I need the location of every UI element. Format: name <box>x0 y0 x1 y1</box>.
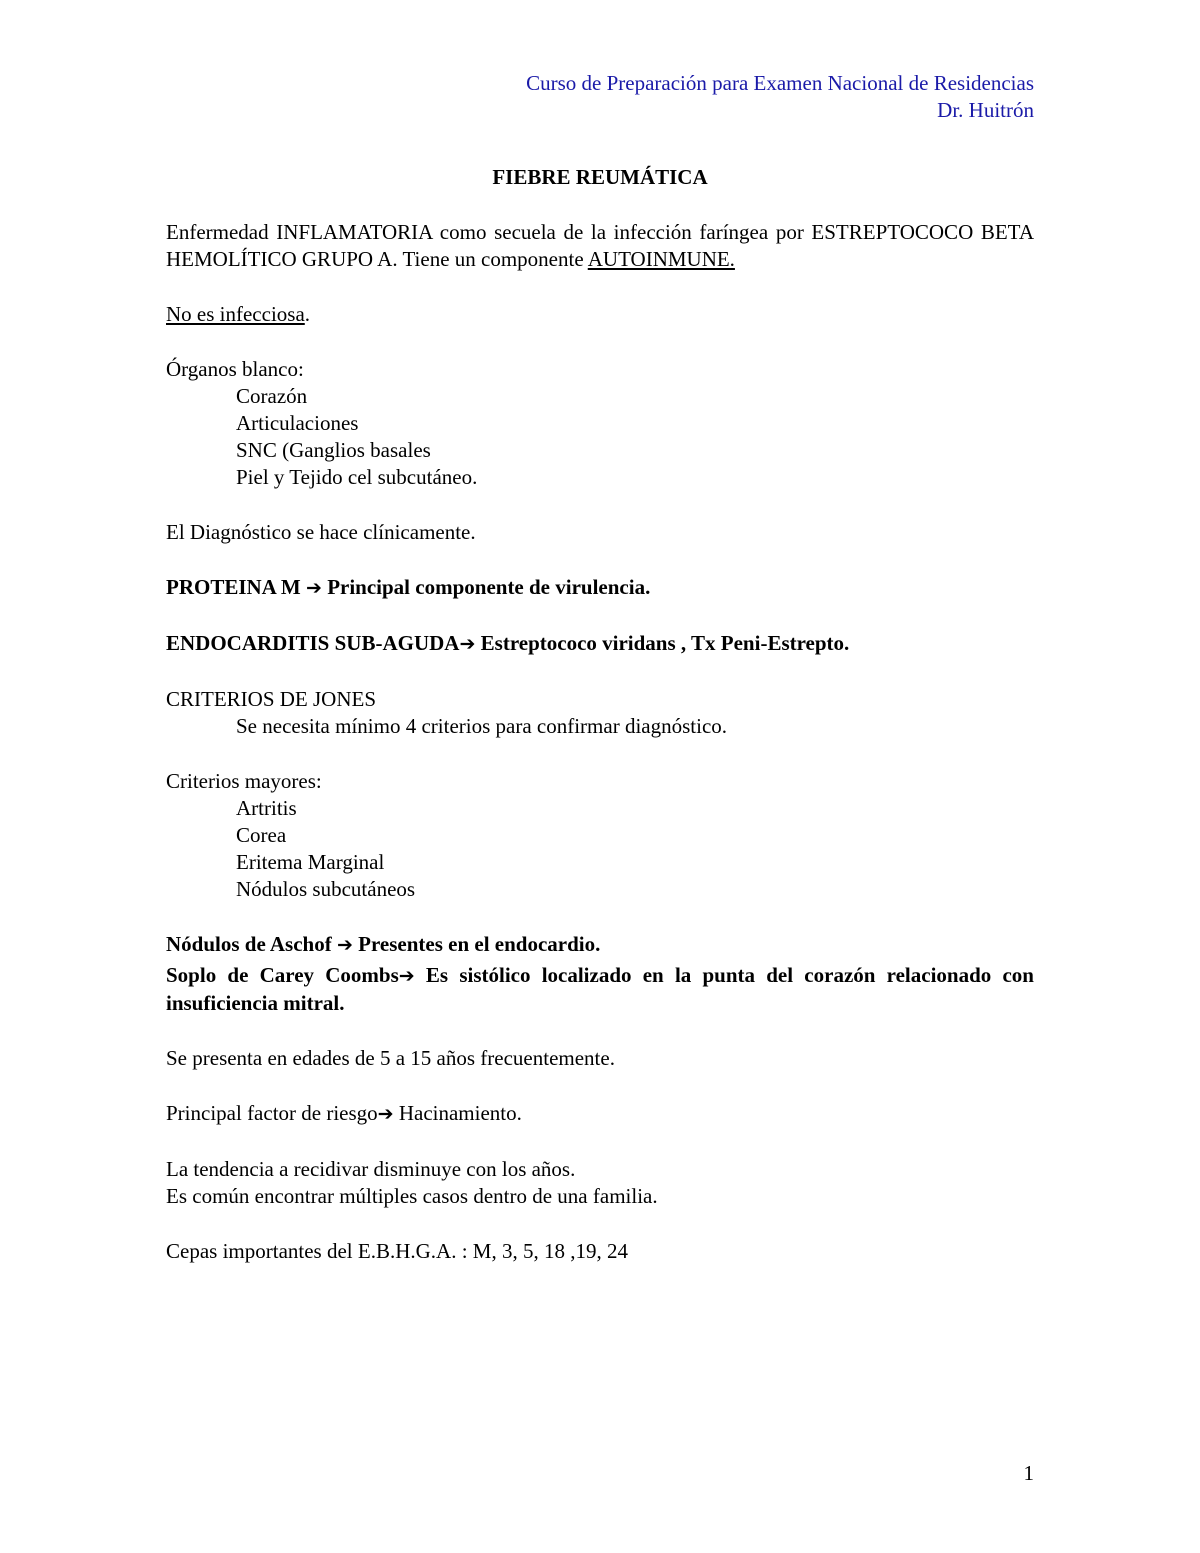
edades-paragraph: Se presenta en edades de 5 a 15 años frecuentemente. <box>166 1046 615 1070</box>
tendencia-line: La tendencia a recidivar disminuye con los años. <box>166 1157 576 1181</box>
header-author: Dr. Huitrón <box>937 98 1034 122</box>
carey-term: Soplo de Carey Coombs <box>166 963 399 987</box>
endocarditis-paragraph <box>166 630 1034 658</box>
proteina-desc: Principal componente de virulencia. <box>321 575 651 599</box>
aschof-desc: Presentes en el endocardio. <box>352 932 601 956</box>
arrow-right-icon: ➔ <box>398 965 415 987</box>
intro-text: Enfermedad INFLAMATORIA como secuela de la infección faríngea por ESTREPTOCOCO BETA HEMOLÍTICO GRUPO A. Tiene un componente <box>166 220 1034 271</box>
page-number: 1 <box>1023 1461 1034 1485</box>
arrow-right-icon: ➔ <box>377 1103 394 1125</box>
jones-section <box>166 686 1034 740</box>
jones-heading: CRITERIOS DE JONES <box>166 687 377 711</box>
mayores-item: Artritis <box>236 796 297 820</box>
aschof-term: Nódulos de Aschof <box>166 932 337 956</box>
organos-item: Corazón <box>236 384 308 408</box>
intro-paragraph <box>166 219 1034 273</box>
mayores-item: Eritema Marginal <box>236 850 385 874</box>
no-infecciosa-paragraph <box>166 301 1034 328</box>
page-header <box>526 70 1034 124</box>
organos-section <box>166 356 1034 491</box>
endocarditis-term: ENDOCARDITIS SUB-AGUDA <box>166 631 460 655</box>
no-infecciosa-text: No es infecciosa <box>166 302 305 326</box>
mayores-item: Corea <box>236 823 287 847</box>
endocarditis-desc: Estreptococo viridans , Tx Peni-Estrepto. <box>475 631 850 655</box>
riesgo-paragraph <box>166 1100 1034 1128</box>
organos-item: Articulaciones <box>236 411 359 435</box>
mayores-heading: Criterios mayores: <box>166 769 322 793</box>
mayores-item: Nódulos subcutáneos <box>236 877 416 901</box>
arrow-right-icon: ➔ <box>306 577 322 599</box>
arrow-right-icon: ➔ <box>336 934 353 956</box>
organos-item: Piel y Tejido cel subcutáneo. <box>236 465 478 489</box>
document-title: FIEBRE REUMÁTICA <box>492 165 708 189</box>
proteina-term: PROTEINA M <box>166 575 307 599</box>
intro-autoinmune: AUTOINMUNE. <box>587 247 735 271</box>
organos-heading: Órganos blanco: <box>166 357 304 381</box>
mayores-section <box>166 768 1034 903</box>
header-course-title: Curso de Preparación para Examen Nacional de Residencias <box>526 71 1034 95</box>
riesgo-term: Principal factor de riesgo <box>166 1101 378 1125</box>
tendencia-section <box>166 1156 1034 1210</box>
organos-item: SNC (Ganglios basales <box>236 438 431 462</box>
cepas-paragraph: Cepas importantes del E.B.H.G.A. : M, 3, 5, 18 ,19, 24 <box>166 1239 628 1263</box>
carey-desc: Es sistólico localizado en la punta del corazón relacionado con insuficiencia mitral. <box>166 963 1034 1015</box>
aschof-paragraph <box>166 931 1034 959</box>
jones-note: Se necesita mínimo 4 criterios para confirmar diagnóstico. <box>236 714 728 738</box>
no-infecciosa-period: . <box>304 302 311 326</box>
document-body <box>166 164 1034 1293</box>
familia-line: Es común encontrar múltiples casos dentro de una familia. <box>166 1184 658 1208</box>
arrow-right-icon: ➔ <box>459 633 476 655</box>
carey-paragraph <box>166 962 1034 1017</box>
riesgo-desc: Hacinamiento. <box>393 1101 522 1125</box>
proteina-paragraph <box>166 574 1034 602</box>
diagnostico-paragraph: El Diagnóstico se hace clínicamente. <box>166 520 476 544</box>
